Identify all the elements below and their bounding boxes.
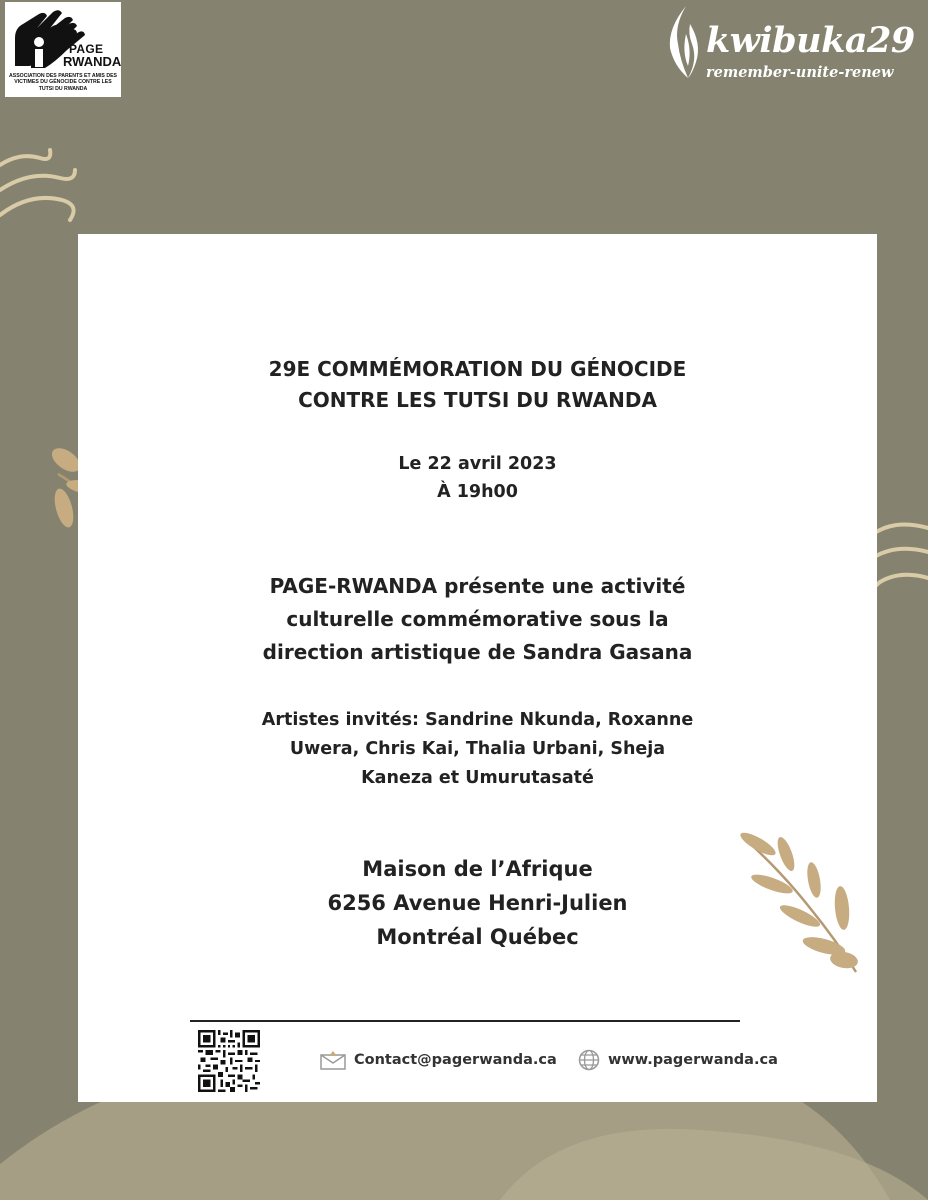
- kwibuka-title: kwibuka29: [706, 20, 915, 61]
- event-title: [78, 354, 877, 416]
- kwibuka-tagline: remember-unite-renew: [706, 64, 894, 81]
- logo-text-rwanda: RWANDA: [63, 54, 121, 69]
- event-time: À 19h00: [437, 482, 518, 502]
- qr-code-icon[interactable]: [198, 1030, 260, 1092]
- title-line: CONTRE LES TUTSI DU RWANDA: [298, 388, 657, 412]
- page-rwanda-logo: [5, 2, 121, 97]
- intro-line: culturelle commémorative sous la: [286, 607, 669, 631]
- flame-icon: [666, 4, 706, 84]
- title-line: 29E COMMÉMORATION DU GÉNOCIDE: [268, 357, 687, 381]
- artists-line: Kaneza et Umurutasaté: [361, 768, 594, 788]
- contact-email[interactable]: [320, 1048, 557, 1072]
- event-intro: [78, 570, 877, 669]
- address-line: Maison de l’Afrique: [362, 857, 593, 881]
- globe-icon: [578, 1049, 600, 1071]
- event-artists: [78, 706, 877, 793]
- footer-divider: [190, 1020, 740, 1022]
- contact-email-text[interactable]: Contact@pagerwanda.ca: [354, 1052, 557, 1068]
- intro-line: PAGE-RWANDA présente une activité: [269, 574, 686, 598]
- artists-line: Uwera, Chris Kai, Thalia Urbani, Sheja: [289, 739, 666, 759]
- event-date-time: [78, 450, 877, 506]
- logo-caption: ASSOCIATION DES PARENTS ET AMIS DES VICTIMES DU GÉNOCIDE CONTRE LES TUTSI DU RWANDA: [9, 73, 117, 92]
- contact-website-text[interactable]: www.pagerwanda.ca: [608, 1052, 778, 1068]
- leaf-branch-right-icon: [740, 830, 858, 978]
- artists-line: Artistes invités: Sandrine Nkunda, Roxanne: [261, 710, 694, 730]
- contact-website[interactable]: [578, 1048, 778, 1072]
- wave-lines-top-left: [0, 150, 75, 220]
- envelope-icon: [320, 1050, 346, 1070]
- address-line: Montréal Québec: [376, 925, 579, 949]
- kwibuka-logo: [664, 4, 926, 86]
- intro-line: direction artistique de Sandra Gasana: [262, 640, 693, 664]
- event-date: Le 22 avril 2023: [398, 454, 557, 474]
- logo-text-page: PAGE: [69, 42, 104, 56]
- address-line: 6256 Avenue Henri-Julien: [327, 891, 628, 915]
